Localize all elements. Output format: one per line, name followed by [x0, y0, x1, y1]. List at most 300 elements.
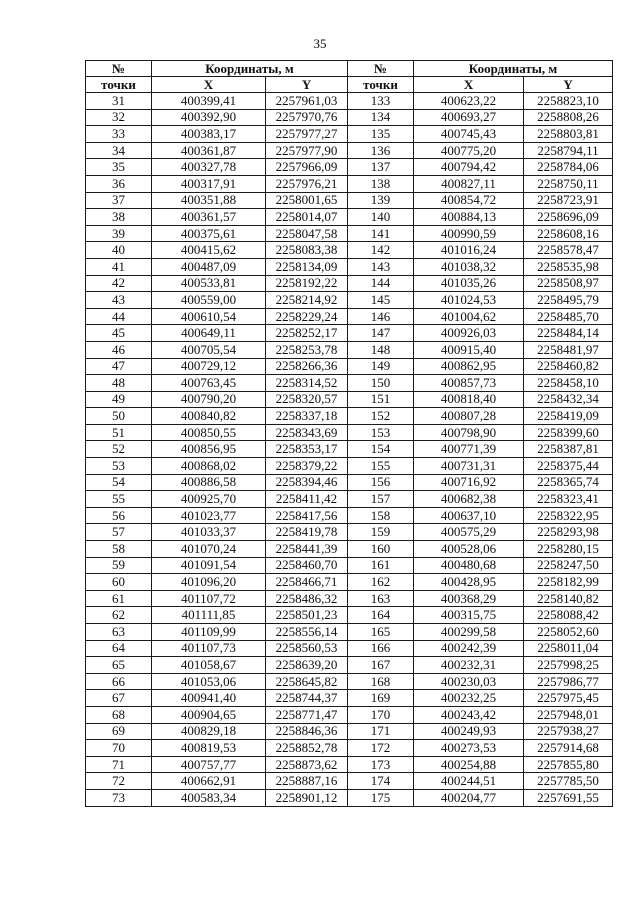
y-coordinate-cell: 2258394,46: [266, 474, 348, 491]
x-coordinate-cell: 401023,77: [152, 507, 266, 524]
point-number-cell: 62: [86, 607, 152, 624]
table-row: [86, 458, 613, 475]
y-coordinate-cell: 2258266,36: [266, 358, 348, 375]
coordinates-table: [85, 60, 613, 807]
x-coordinate-cell: 400623,22: [414, 93, 524, 110]
x-coordinate-cell: 400857,73: [414, 375, 524, 392]
y-coordinate-cell: 2258723,91: [524, 192, 613, 209]
x-coordinate-cell: 401033,37: [152, 524, 266, 541]
point-number-cell: 145: [348, 292, 414, 309]
y-coordinate-cell: 2258645,82: [266, 673, 348, 690]
point-number-cell: 65: [86, 657, 152, 674]
y-coordinate-cell: 2258432,34: [524, 391, 613, 408]
y-coordinate-cell: 2258485,70: [524, 308, 613, 325]
y-coordinate-cell: 2258441,39: [266, 541, 348, 558]
x-coordinate-cell: 400273,53: [414, 740, 524, 757]
table-row: [86, 574, 613, 591]
point-number-cell: 55: [86, 491, 152, 508]
point-number-cell: 138: [348, 175, 414, 192]
y-coordinate-cell: 2258134,09: [266, 258, 348, 275]
point-number-cell: 44: [86, 308, 152, 325]
point-number-cell: 51: [86, 424, 152, 441]
point-number-cell: 164: [348, 607, 414, 624]
table-row: [86, 441, 613, 458]
y-coordinate-cell: 2258508,97: [524, 275, 613, 292]
y-coordinate-cell: 2258460,82: [524, 358, 613, 375]
x-coordinate-cell: 401107,73: [152, 640, 266, 657]
x-coordinate-cell: 400232,25: [414, 690, 524, 707]
x-coordinate-cell: 400790,20: [152, 391, 266, 408]
y-coordinate-cell: 2258280,15: [524, 541, 613, 558]
y-coordinate-cell: 2258639,20: [266, 657, 348, 674]
table-row: [86, 209, 613, 226]
y-coordinate-cell: 2258314,52: [266, 375, 348, 392]
table-row: [86, 142, 613, 159]
point-number-cell: 150: [348, 375, 414, 392]
y-coordinate-cell: 2258353,17: [266, 441, 348, 458]
x-coordinate-cell: 401024,53: [414, 292, 524, 309]
y-coordinate-cell: 2257975,45: [524, 690, 613, 707]
point-label-header-right: точки: [348, 77, 414, 93]
x-coordinate-cell: 400375,61: [152, 225, 266, 242]
y-coordinate-cell: 2258608,16: [524, 225, 613, 242]
point-number-header-right: №: [348, 61, 414, 77]
point-number-cell: 156: [348, 474, 414, 491]
table-row: [86, 590, 613, 607]
point-number-cell: 161: [348, 557, 414, 574]
y-coordinate-cell: 2258411,42: [266, 491, 348, 508]
y-coordinate-cell: 2258192,22: [266, 275, 348, 292]
point-number-cell: 47: [86, 358, 152, 375]
point-number-cell: 50: [86, 408, 152, 425]
table-row: [86, 673, 613, 690]
point-number-cell: 163: [348, 590, 414, 607]
y-coordinate-cell: 2258460,70: [266, 557, 348, 574]
table-row: [86, 507, 613, 524]
y-coordinate-cell: 2258823,10: [524, 93, 613, 110]
y-coordinate-cell: 2258322,95: [524, 507, 613, 524]
point-number-cell: 64: [86, 640, 152, 657]
table-row: [86, 756, 613, 773]
point-number-cell: 166: [348, 640, 414, 657]
y-coordinate-cell: 2258001,65: [266, 192, 348, 209]
point-number-cell: 141: [348, 225, 414, 242]
x-coordinate-cell: 400392,90: [152, 109, 266, 126]
point-number-cell: 140: [348, 209, 414, 226]
y-coordinate-cell: 2258901,12: [266, 789, 348, 806]
point-number-cell: 40: [86, 242, 152, 259]
x-coordinate-cell: 400886,58: [152, 474, 266, 491]
x-coordinate-cell: 400610,54: [152, 308, 266, 325]
y-coordinate-cell: 2258803,81: [524, 126, 613, 143]
y-coordinate-cell: 2258140,82: [524, 590, 613, 607]
x-coordinate-cell: 400480,68: [414, 557, 524, 574]
x-coordinate-cell: 400731,31: [414, 458, 524, 475]
table-row: [86, 541, 613, 558]
x-coordinate-cell: 400819,53: [152, 740, 266, 757]
point-number-cell: 45: [86, 325, 152, 342]
x-coordinate-cell: 401111,85: [152, 607, 266, 624]
table-row: [86, 93, 613, 110]
point-number-cell: 146: [348, 308, 414, 325]
point-number-cell: 162: [348, 574, 414, 591]
point-number-cell: 152: [348, 408, 414, 425]
x-coordinate-cell: 400559,00: [152, 292, 266, 309]
point-number-cell: 151: [348, 391, 414, 408]
table-row: [86, 126, 613, 143]
table-row: [86, 308, 613, 325]
table-row: [86, 391, 613, 408]
y-coordinate-cell: 2258846,36: [266, 723, 348, 740]
coordinates-header-right: Координаты, м: [414, 61, 613, 77]
x-coordinate-cell: 401096,20: [152, 574, 266, 591]
x-coordinate-cell: 400904,65: [152, 706, 266, 723]
y-coordinate-cell: 2258379,22: [266, 458, 348, 475]
table-row: [86, 358, 613, 375]
y-coordinate-cell: 2257938,27: [524, 723, 613, 740]
x-coordinate-cell: 400915,40: [414, 341, 524, 358]
point-number-cell: 159: [348, 524, 414, 541]
y-coordinate-cell: 2258744,37: [266, 690, 348, 707]
x-coordinate-cell: 400807,28: [414, 408, 524, 425]
point-number-cell: 41: [86, 258, 152, 275]
table-header-row-2: [86, 77, 613, 93]
point-number-cell: 175: [348, 789, 414, 806]
x-coordinate-cell: 400775,20: [414, 142, 524, 159]
x-coordinate-cell: 400925,70: [152, 491, 266, 508]
x-coordinate-cell: 400884,13: [414, 209, 524, 226]
x-coordinate-cell: 400868,02: [152, 458, 266, 475]
point-number-header-left: №: [86, 61, 152, 77]
y-coordinate-cell: 2258873,62: [266, 756, 348, 773]
point-number-cell: 168: [348, 673, 414, 690]
point-number-cell: 42: [86, 275, 152, 292]
page-number: 35: [313, 36, 327, 51]
x-coordinate-cell: 400941,40: [152, 690, 266, 707]
x-coordinate-cell: 400415,62: [152, 242, 266, 259]
point-number-cell: 135: [348, 126, 414, 143]
x-coordinate-cell: 400850,55: [152, 424, 266, 441]
point-number-cell: 69: [86, 723, 152, 740]
y-coordinate-cell: 2258458,10: [524, 375, 613, 392]
point-number-cell: 38: [86, 209, 152, 226]
table-row: [86, 275, 613, 292]
x-coordinate-cell: 400528,06: [414, 541, 524, 558]
x-coordinate-cell: 401004,62: [414, 308, 524, 325]
y-coordinate-cell: 2258556,14: [266, 624, 348, 641]
table-header-row-1: [86, 61, 613, 77]
y-coordinate-cell: 2258247,50: [524, 557, 613, 574]
x-coordinate-cell: 401038,32: [414, 258, 524, 275]
table-row: [86, 341, 613, 358]
point-number-cell: 70: [86, 740, 152, 757]
point-number-cell: 170: [348, 706, 414, 723]
table-row: [86, 640, 613, 657]
x-coordinate-cell: 400745,43: [414, 126, 524, 143]
y-coordinate-cell: 2258252,17: [266, 325, 348, 342]
table-row: [86, 773, 613, 790]
table-row: [86, 175, 613, 192]
table-row: [86, 325, 613, 342]
y-coordinate-cell: 2258794,11: [524, 142, 613, 159]
point-number-cell: 57: [86, 524, 152, 541]
y-coordinate-cell: 2258182,99: [524, 574, 613, 591]
point-number-cell: 36: [86, 175, 152, 192]
point-number-cell: 72: [86, 773, 152, 790]
x-coordinate-cell: 400856,95: [152, 441, 266, 458]
point-number-cell: 66: [86, 673, 152, 690]
y-coordinate-cell: 2258399,60: [524, 424, 613, 441]
y-coordinate-cell: 2258253,78: [266, 341, 348, 358]
y-coordinate-cell: 2257998,25: [524, 657, 613, 674]
y-coordinate-cell: 2257966,09: [266, 159, 348, 176]
y-coordinate-cell: 2258484,14: [524, 325, 613, 342]
x-coordinate-cell: 400693,27: [414, 109, 524, 126]
x-coordinate-cell: 400729,12: [152, 358, 266, 375]
x-coordinate-cell: 400487,09: [152, 258, 266, 275]
y-coordinate-cell: 2258501,23: [266, 607, 348, 624]
y-coordinate-cell: 2258486,32: [266, 590, 348, 607]
point-number-cell: 49: [86, 391, 152, 408]
x-coordinate-cell: 400368,29: [414, 590, 524, 607]
point-number-cell: 39: [86, 225, 152, 242]
x-coordinate-cell: 400771,39: [414, 441, 524, 458]
point-number-cell: 149: [348, 358, 414, 375]
x-coordinate-cell: 401016,24: [414, 242, 524, 259]
x-coordinate-cell: 401053,06: [152, 673, 266, 690]
y-coordinate-cell: 2257976,21: [266, 175, 348, 192]
point-number-cell: 147: [348, 325, 414, 342]
y-coordinate-cell: 2257914,68: [524, 740, 613, 757]
y-coordinate-cell: 2258466,71: [266, 574, 348, 591]
y-coordinate-cell: 2258481,97: [524, 341, 613, 358]
table-row: [86, 657, 613, 674]
table-row: [86, 375, 613, 392]
x-header-right: X: [414, 77, 524, 93]
x-coordinate-cell: 400827,11: [414, 175, 524, 192]
point-number-cell: 155: [348, 458, 414, 475]
y-coordinate-cell: 2258535,98: [524, 258, 613, 275]
x-coordinate-cell: 400583,34: [152, 789, 266, 806]
table-row: [86, 474, 613, 491]
table-row: [86, 624, 613, 641]
table-row: [86, 524, 613, 541]
y-coordinate-cell: 2258047,58: [266, 225, 348, 242]
point-number-cell: 33: [86, 126, 152, 143]
x-coordinate-cell: 400244,51: [414, 773, 524, 790]
point-number-cell: 63: [86, 624, 152, 641]
point-number-cell: 54: [86, 474, 152, 491]
point-number-cell: 174: [348, 773, 414, 790]
point-number-cell: 61: [86, 590, 152, 607]
y-coordinate-cell: 2258417,56: [266, 507, 348, 524]
table-row: [86, 424, 613, 441]
point-number-cell: 148: [348, 341, 414, 358]
table-row: [86, 109, 613, 126]
point-number-cell: 142: [348, 242, 414, 259]
point-number-cell: 52: [86, 441, 152, 458]
point-number-cell: 46: [86, 341, 152, 358]
point-number-cell: 37: [86, 192, 152, 209]
point-number-cell: 134: [348, 109, 414, 126]
x-coordinate-cell: 400315,75: [414, 607, 524, 624]
y-coordinate-cell: 2258419,78: [266, 524, 348, 541]
x-coordinate-cell: 400705,54: [152, 341, 266, 358]
y-coordinate-cell: 2258365,74: [524, 474, 613, 491]
x-coordinate-cell: 400249,93: [414, 723, 524, 740]
point-number-cell: 158: [348, 507, 414, 524]
x-coordinate-cell: 400840,82: [152, 408, 266, 425]
x-coordinate-cell: 400327,78: [152, 159, 266, 176]
y-coordinate-cell: 2257961,03: [266, 93, 348, 110]
x-coordinate-cell: 400763,45: [152, 375, 266, 392]
point-number-cell: 143: [348, 258, 414, 275]
point-number-cell: 169: [348, 690, 414, 707]
x-coordinate-cell: 400242,39: [414, 640, 524, 657]
table-row: [86, 225, 613, 242]
point-number-cell: 67: [86, 690, 152, 707]
x-coordinate-cell: 401058,67: [152, 657, 266, 674]
point-number-cell: 43: [86, 292, 152, 309]
y-coordinate-cell: 2258750,11: [524, 175, 613, 192]
table-row: [86, 192, 613, 209]
x-coordinate-cell: 400399,41: [152, 93, 266, 110]
x-coordinate-cell: 400243,42: [414, 706, 524, 723]
point-number-cell: 173: [348, 756, 414, 773]
y-coordinate-cell: 2258323,41: [524, 491, 613, 508]
table-row: [86, 258, 613, 275]
x-coordinate-cell: 400230,03: [414, 673, 524, 690]
x-coordinate-cell: 400232,31: [414, 657, 524, 674]
y-coordinate-cell: 2257977,27: [266, 126, 348, 143]
y-coordinate-cell: 2258214,92: [266, 292, 348, 309]
point-number-cell: 153: [348, 424, 414, 441]
x-coordinate-cell: 401091,54: [152, 557, 266, 574]
y-coordinate-cell: 2257986,77: [524, 673, 613, 690]
x-coordinate-cell: 400649,11: [152, 325, 266, 342]
point-number-cell: 139: [348, 192, 414, 209]
x-coordinate-cell: 400361,87: [152, 142, 266, 159]
table-row: [86, 292, 613, 309]
y-coordinate-cell: 2258387,81: [524, 441, 613, 458]
x-coordinate-cell: 400204,77: [414, 789, 524, 806]
y-coordinate-cell: 2257977,90: [266, 142, 348, 159]
x-coordinate-cell: 400637,10: [414, 507, 524, 524]
y-coordinate-cell: 2258495,79: [524, 292, 613, 309]
y-coordinate-cell: 2258083,38: [266, 242, 348, 259]
x-coordinate-cell: 400299,58: [414, 624, 524, 641]
point-number-cell: 137: [348, 159, 414, 176]
x-coordinate-cell: 400829,18: [152, 723, 266, 740]
y-coordinate-cell: 2258852,78: [266, 740, 348, 757]
y-coordinate-cell: 2258784,06: [524, 159, 613, 176]
point-number-cell: 157: [348, 491, 414, 508]
table-row: [86, 690, 613, 707]
y-coordinate-cell: 2258887,16: [266, 773, 348, 790]
x-coordinate-cell: 400794,42: [414, 159, 524, 176]
x-coordinate-cell: 400818,40: [414, 391, 524, 408]
y-coordinate-cell: 2258808,26: [524, 109, 613, 126]
table-row: [86, 607, 613, 624]
y-coordinate-cell: 2257785,50: [524, 773, 613, 790]
x-coordinate-cell: 400361,57: [152, 209, 266, 226]
table-row: [86, 706, 613, 723]
y-coordinate-cell: 2257948,01: [524, 706, 613, 723]
point-number-cell: 136: [348, 142, 414, 159]
x-coordinate-cell: 401109,99: [152, 624, 266, 641]
table-row: [86, 789, 613, 806]
point-number-cell: 71: [86, 756, 152, 773]
point-number-cell: 171: [348, 723, 414, 740]
point-number-cell: 31: [86, 93, 152, 110]
y-coordinate-cell: 2258014,07: [266, 209, 348, 226]
x-coordinate-cell: 400682,38: [414, 491, 524, 508]
point-number-cell: 53: [86, 458, 152, 475]
point-number-cell: 172: [348, 740, 414, 757]
x-coordinate-cell: 400926,03: [414, 325, 524, 342]
point-number-cell: 32: [86, 109, 152, 126]
x-coordinate-cell: 400662,91: [152, 773, 266, 790]
y-coordinate-cell: 2258320,57: [266, 391, 348, 408]
point-number-cell: 56: [86, 507, 152, 524]
y-coordinate-cell: 2258011,04: [524, 640, 613, 657]
y-coordinate-cell: 2258696,09: [524, 209, 613, 226]
x-coordinate-cell: 401070,24: [152, 541, 266, 558]
point-number-cell: 160: [348, 541, 414, 558]
x-header-left: X: [152, 77, 266, 93]
y-coordinate-cell: 2258771,47: [266, 706, 348, 723]
point-number-cell: 48: [86, 375, 152, 392]
y-coordinate-cell: 2258337,18: [266, 408, 348, 425]
point-number-cell: 73: [86, 789, 152, 806]
point-label-header-left: точки: [86, 77, 152, 93]
x-coordinate-cell: 400428,95: [414, 574, 524, 591]
y-coordinate-cell: 2258375,44: [524, 458, 613, 475]
point-number-cell: 167: [348, 657, 414, 674]
x-coordinate-cell: 400798,90: [414, 424, 524, 441]
y-coordinate-cell: 2257855,80: [524, 756, 613, 773]
x-coordinate-cell: 400317,91: [152, 175, 266, 192]
y-coordinate-cell: 2257691,55: [524, 789, 613, 806]
y-coordinate-cell: 2258419,09: [524, 408, 613, 425]
point-number-cell: 59: [86, 557, 152, 574]
y-coordinate-cell: 2258578,47: [524, 242, 613, 259]
table-row: [86, 740, 613, 757]
x-coordinate-cell: 400351,88: [152, 192, 266, 209]
x-coordinate-cell: 400990,59: [414, 225, 524, 242]
y-coordinate-cell: 2258293,98: [524, 524, 613, 541]
table-row: [86, 557, 613, 574]
y-header-right: Y: [524, 77, 613, 93]
y-coordinate-cell: 2258560,53: [266, 640, 348, 657]
y-header-left: Y: [266, 77, 348, 93]
point-number-cell: 133: [348, 93, 414, 110]
point-number-cell: 165: [348, 624, 414, 641]
point-number-cell: 144: [348, 275, 414, 292]
point-number-cell: 35: [86, 159, 152, 176]
x-coordinate-cell: 400854,72: [414, 192, 524, 209]
point-number-cell: 68: [86, 706, 152, 723]
point-number-cell: 60: [86, 574, 152, 591]
x-coordinate-cell: 400716,92: [414, 474, 524, 491]
y-coordinate-cell: 2258088,42: [524, 607, 613, 624]
x-coordinate-cell: 400383,17: [152, 126, 266, 143]
y-coordinate-cell: 2257970,76: [266, 109, 348, 126]
table-row: [86, 242, 613, 259]
table-row: [86, 159, 613, 176]
y-coordinate-cell: 2258343,69: [266, 424, 348, 441]
coordinates-header-left: Координаты, м: [152, 61, 348, 77]
